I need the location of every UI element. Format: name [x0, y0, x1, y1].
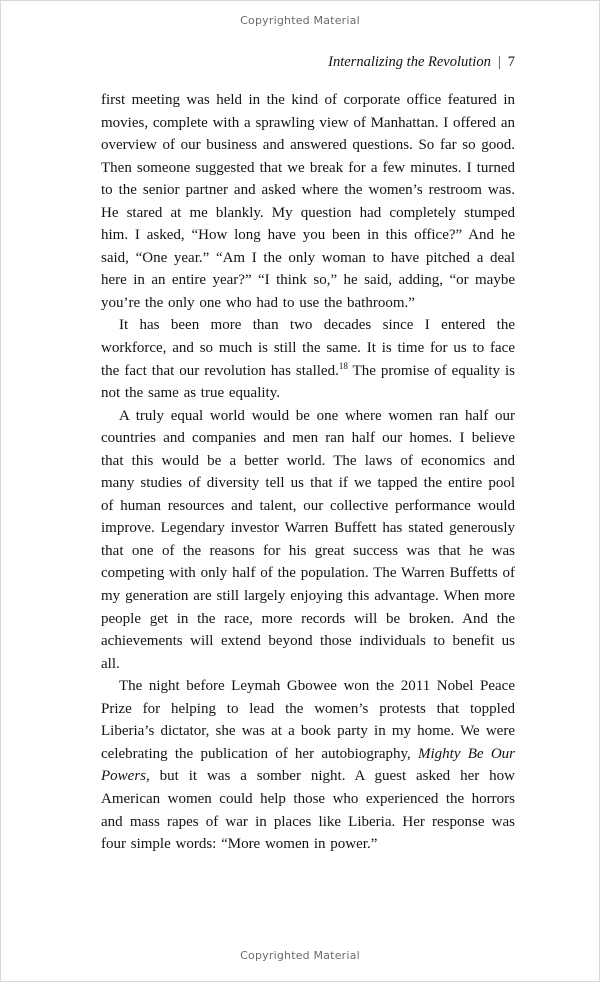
chapter-title: Internalizing the Revolution	[328, 54, 491, 70]
paragraph-2-text: It has been more than two decades since I entered the workforce, and so much is still the same. It is time for us to face the fact that our revolution has stalled.	[101, 317, 515, 379]
page-number: 7	[507, 54, 515, 70]
book-title-mighty-be-our-powers: Mighty Be Our Powers	[101, 745, 515, 785]
paragraph-4	[101, 675, 515, 855]
copyright-notice-top: Copyrighted Material	[240, 14, 360, 27]
paragraph-2-text-after-note: The promise of equality is not the same as true equality.	[101, 362, 515, 402]
paragraph-4-text: The night before Leymah Gbowee won the 2011 Nobel Peace Prize for helping to lead the women’s protests that toppled Liberia’s dictator, she was at a book party in my home. We were celebrating the publication of her autobiography,	[101, 678, 515, 762]
paragraph-2	[101, 314, 515, 404]
paragraph-1: first meeting was held in the kind of corporate office featured in movies, complete with a sprawling view of Manhattan. I offered an overview of our business and answered questions. So far so good. Then someone suggested that we break for a few minutes. I turned to the senior partner and asked where the women’s restroom was. He stared at me blankly. My question had completely stumped him. I asked, “How long have you been in this office?” And he said, “One year.” “Am I the only woman to have pitched a deal here in an entire year?” “I think so,” he said, adding, “or maybe you’re the only one who had to use the bathroom.”	[101, 92, 515, 311]
footnote-reference-18: 18	[338, 360, 348, 371]
paragraph-4-text-after-title: , but it was a somber night. A guest asked her how American women could help those who experienced the horrors and mass rapes of war in places like Liberia. Her response was four simple words: “More women in power.”	[101, 768, 515, 853]
header-separator: |	[497, 54, 501, 70]
copyright-notice-bottom: Copyrighted Material	[240, 949, 360, 962]
running-header	[101, 54, 515, 71]
body-text	[101, 89, 515, 856]
paragraph-3: A truly equal world would be one where women ran half our countries and companies and men ran half our homes. I believe that this would be a better world. The laws of economics and many studies of diversity tell us that if we tapped the entire pool of human resources and talent, our collective performance would improve. Legendary investor Warren Buffett has stated generously that one of the reasons for his great success was that he was competing with only half of the population. The Warren Buffetts of my generation are still largely enjoying this advantage. When more people get in the race, more records will be broken. And the achievements will extend beyond those individuals to benefit us all.	[101, 407, 515, 672]
